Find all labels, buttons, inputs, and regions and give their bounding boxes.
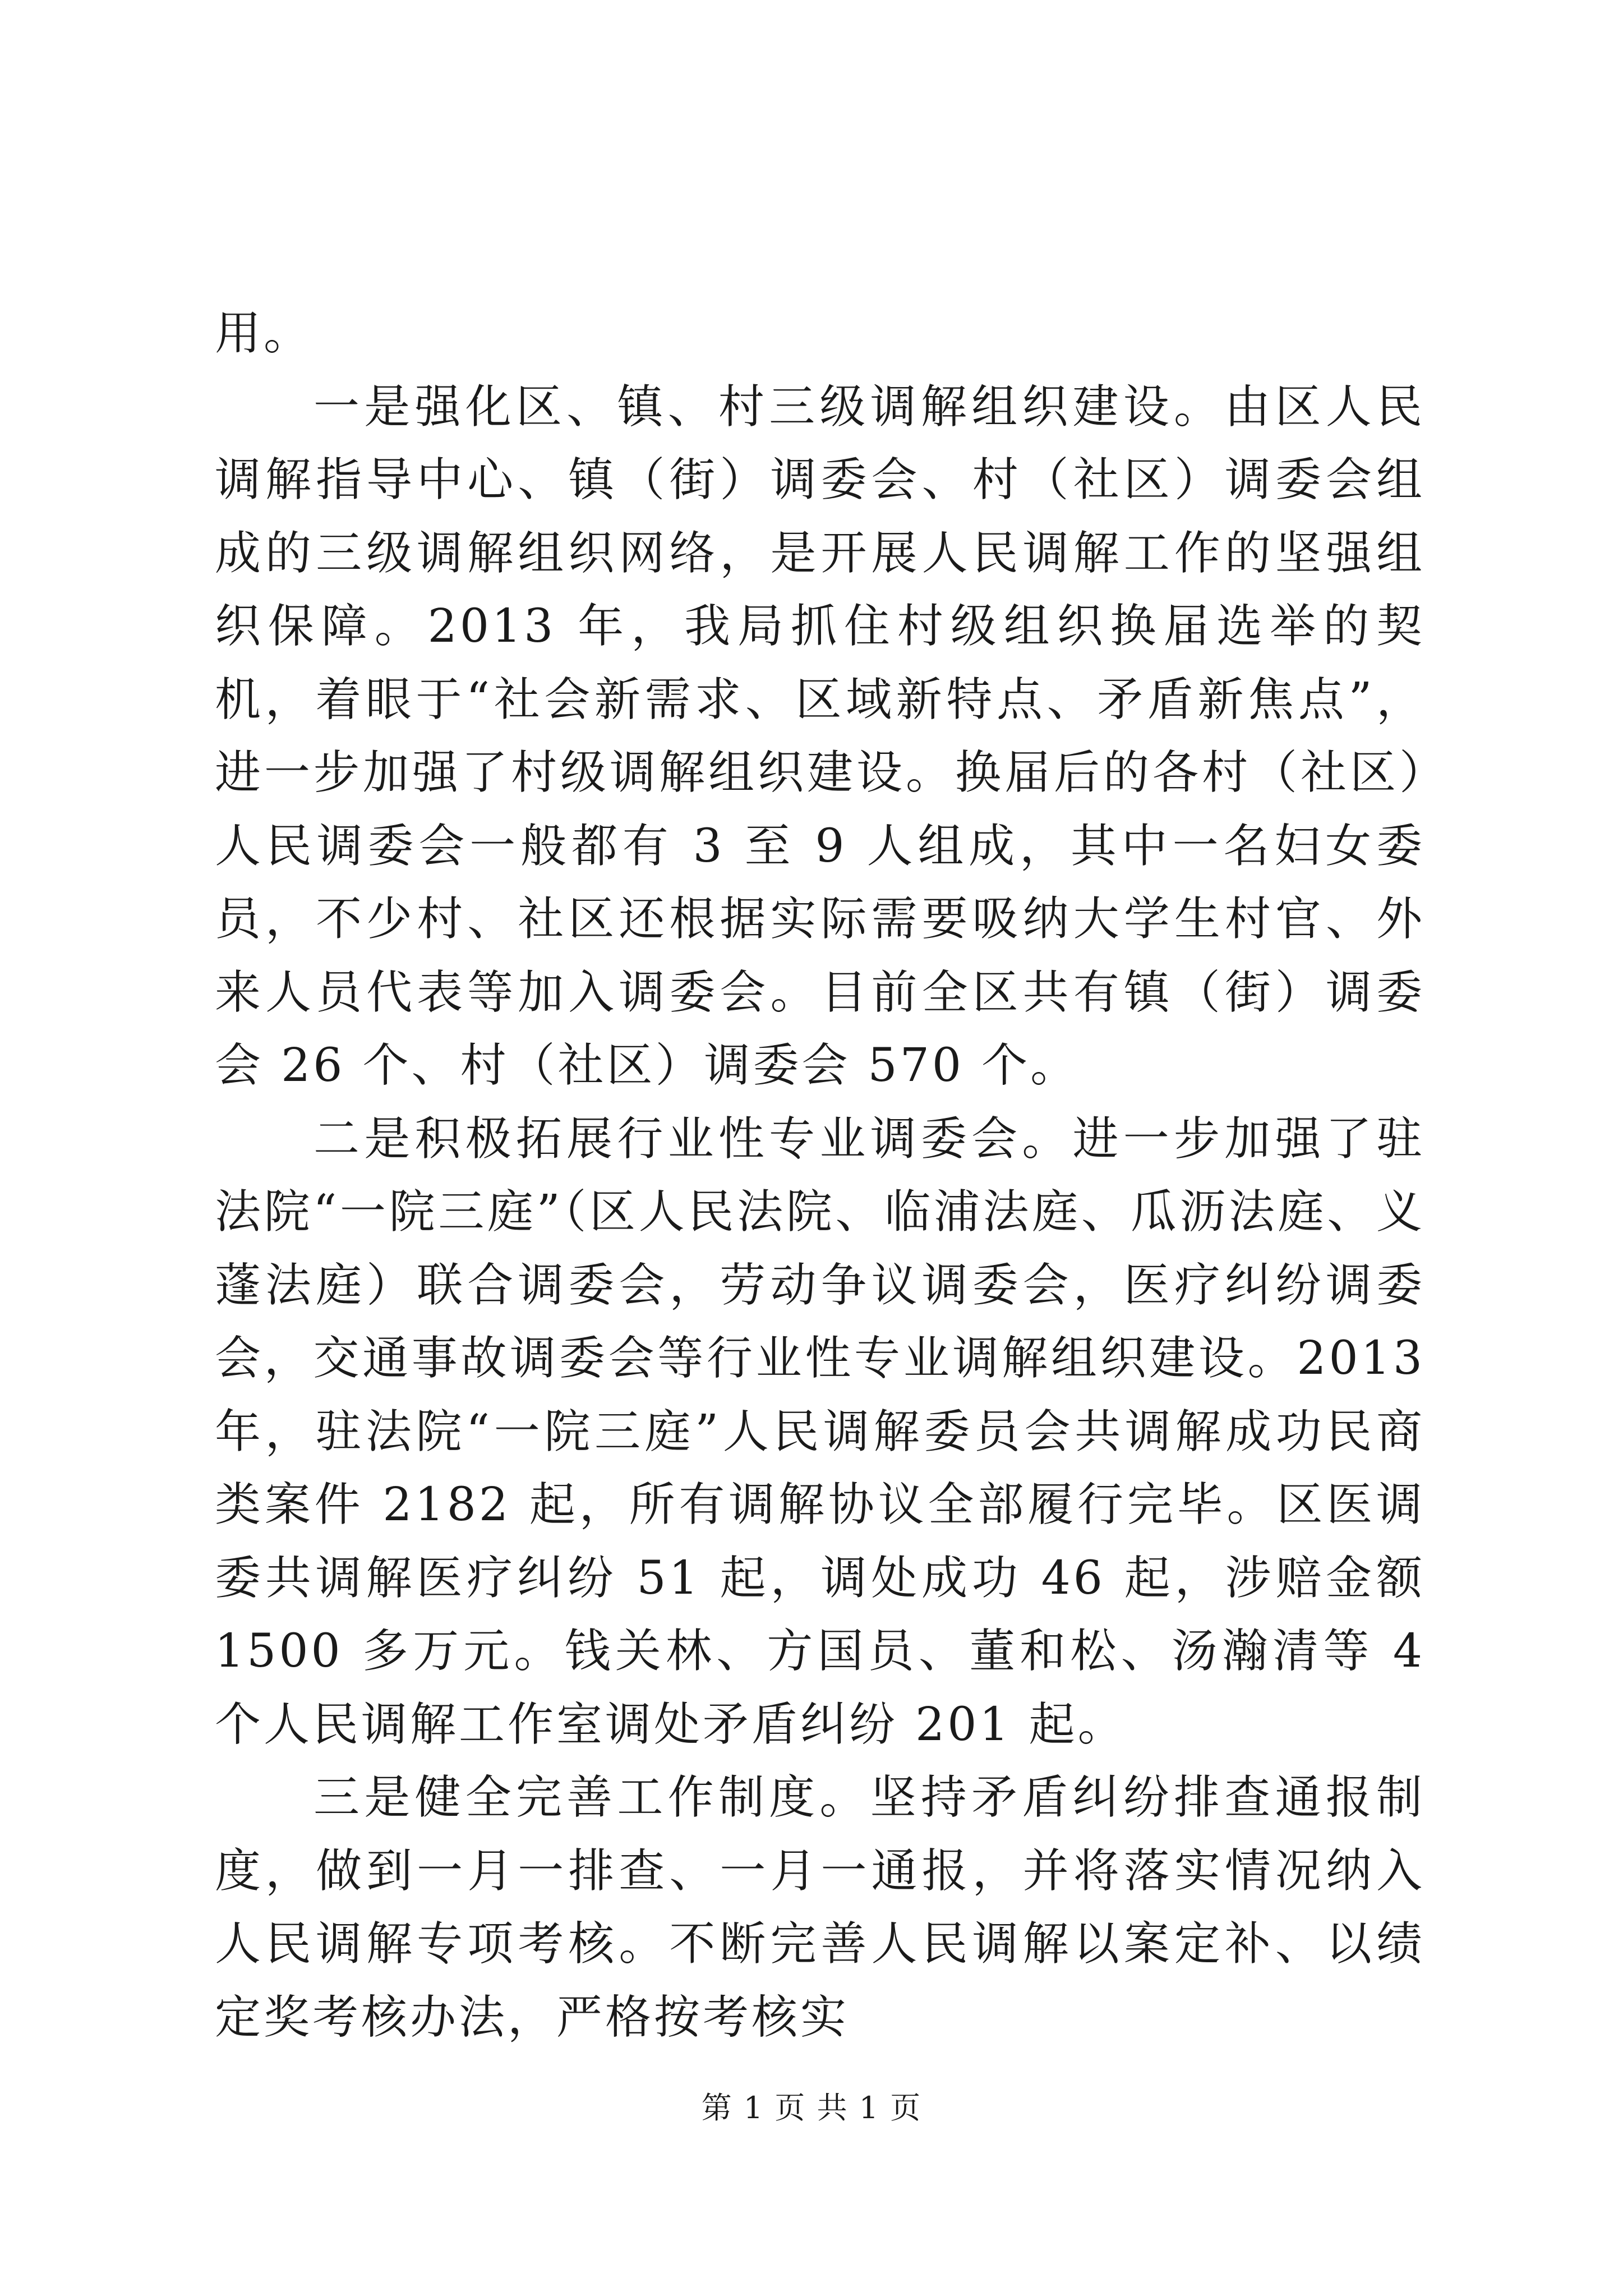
paragraph-professional-committees: 二是积极拓展行业性专业调委会。进一步加强了驻法院“一院三庭”（区人民法院、临浦法庭、瓜沥法庭、义蓬法庭）联合调委会，劳动争议调委会，医疗纠纷调委会，交通事故调委会等行业性专业调解组织建设。2013 年，驻法院“一院三庭”人民调解委员会共调解成功民商类案件 2182 起，所有调解协议全部履行完毕。区医调委共调解医疗纠纷 51 起，调处成功 46 起，涉赔金额 1500 多万元。钱关林、方国员、董和松、汤瀚清等 4 个人民调解工作室调处矛盾纠纷 201 起。 xyxy=(215,1112,1425,1751)
paragraph-organization: 一是强化区、镇、村三级调解组织建设。由区人民调解指导中心、镇（街）调委会、村（社区）调委会组成的三级调解组织网络，是开展人民调解工作的坚强组织保障。2013 年，我局抓住村级组织换届选举的契机，着眼于“社会新需求、区域新特点、矛盾新焦点”，进一步加强了村级调解组织建设。换届后的各村（社区）人民调委会一般都有 3 至 9 人组成，其中一名妇女委员，不少村、社区还根据实际需要吸纳大学生村官、外来人员代表等加入调委会。目前全区共有镇（街）调委会 26 个、村（社区）调委会 570 个。 xyxy=(215,380,1425,1092)
paragraph-work-system: 三是健全完善工作制度。坚持矛盾纠纷排查通报制度，做到一月一排查、一月一通报，并将落实情况纳入人民调解专项考核。不断完善人民调解以案定补、以绩定奖考核办法，严格按考核实 xyxy=(215,1771,1425,2044)
paragraph-continuation: 用。 xyxy=(215,307,313,360)
document-body xyxy=(215,297,1425,2054)
page-footer: 第 1 页 共 1 页 xyxy=(701,2090,922,2125)
